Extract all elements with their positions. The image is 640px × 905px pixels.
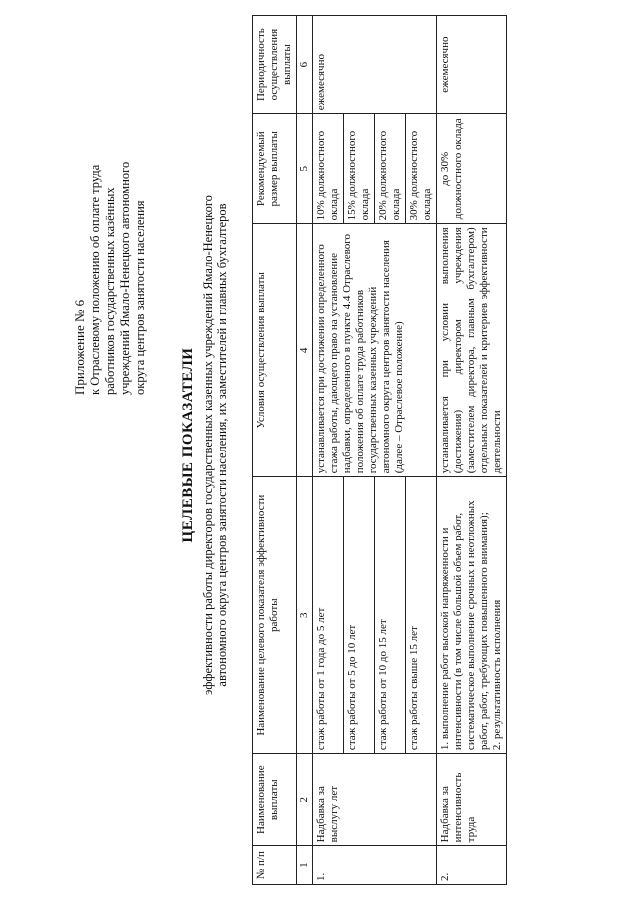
column-number: 3: [297, 477, 313, 754]
condition-cell: устанавливается при достижении определенного стажа работы, дающего право на установление надбавки, определенного в пункте 4.4 Отраслевого положения об оплате труда работников государственных казенных учреждений автономного округа центров занятости населения (далее – Отраслевое положение): [313, 224, 437, 477]
header-num: № п/п: [253, 846, 297, 885]
document-subtitle-line: эффективности работы директоров государственных казенных учреждений Ямало-Ненецкого: [201, 195, 215, 695]
attachment-note: [72, 35, 148, 395]
periodicity-cell: ежемесячно: [437, 16, 507, 114]
header-periodicity: Периодичность осуществления выплаты: [253, 16, 297, 114]
header-condition: Условия осуществления выплаты: [253, 224, 297, 477]
payment-name: Надбавка за выслугу лет: [313, 754, 437, 846]
payment-name: Надбавка за интенсивность труда: [437, 754, 507, 846]
document-subtitle-line: автономного округа центров занятости населения, их заместителей и главных бухгалтеров: [215, 203, 229, 687]
condition-cell: устанавливается при условии выполнения (достижения) директором учреждения (заместителем директора, главным бухгалтером) отдельных показателей и критериев эффективности деятельности: [437, 224, 507, 477]
document-title: ЦЕЛЕВЫЕ ПОКАЗАТЕЛИ: [180, 347, 196, 543]
attachment-line: к Отраслевому положению об оплате труда: [88, 164, 102, 395]
attachment-line: учреждений Ямало-Ненецкого автономного: [118, 161, 132, 395]
table-row: [313, 16, 344, 885]
header-payment-name: Наименование выплаты: [253, 754, 297, 846]
attachment-title: Приложение № 6: [72, 299, 87, 395]
column-number: 2: [297, 754, 313, 846]
header-size: Рекомендуемый размер выплаты: [253, 114, 297, 224]
column-number: 5: [297, 114, 313, 224]
column-number: 6: [297, 16, 313, 114]
size-cell: 30% должностного оклада: [406, 114, 437, 224]
indicator-cell: стаж работы свыше 15 лет: [406, 477, 437, 754]
size-cell: 10% должностного оклада: [313, 114, 344, 224]
size-cell: 20% должностного оклада: [375, 114, 406, 224]
indicator-cell: стаж работы от 10 до 15 лет: [375, 477, 406, 754]
indicator-line: 2. результативность исполнения: [491, 599, 503, 751]
attachment-line: работников государственных казённых: [103, 187, 117, 395]
indicator-line: 1. выполнение работ высокой напряженности и интенсивности (в том числе большой объем работ, систематическое выполнение срочных и неотложных работ, работ, требующих повышенного внимания);: [439, 500, 490, 751]
document-heading: [180, 45, 229, 845]
size-cell: 15% должностного оклада: [344, 114, 375, 224]
target-indicators-table: [252, 15, 507, 885]
indicator-cell: стаж работы от 5 до 10 лет: [344, 477, 375, 754]
attachment-line: округа центров занятости населения: [133, 200, 147, 395]
indicator-cell: [437, 477, 507, 754]
size-cell: до 30% должностного оклада: [437, 114, 507, 224]
column-number-row: [297, 16, 313, 885]
indicator-cell: стаж работы от 1 года до 5 лет: [313, 477, 344, 754]
header-indicator: Наименование целевого показателя эффективности работы: [253, 477, 297, 754]
periodicity-cell: ежемесячно: [313, 16, 437, 114]
row-num: 1.: [313, 846, 437, 885]
column-number: 4: [297, 224, 313, 477]
row-num: 2.: [437, 846, 507, 885]
table-header-row: [253, 16, 297, 885]
column-number: 1: [297, 846, 313, 885]
table-row: [437, 16, 507, 885]
